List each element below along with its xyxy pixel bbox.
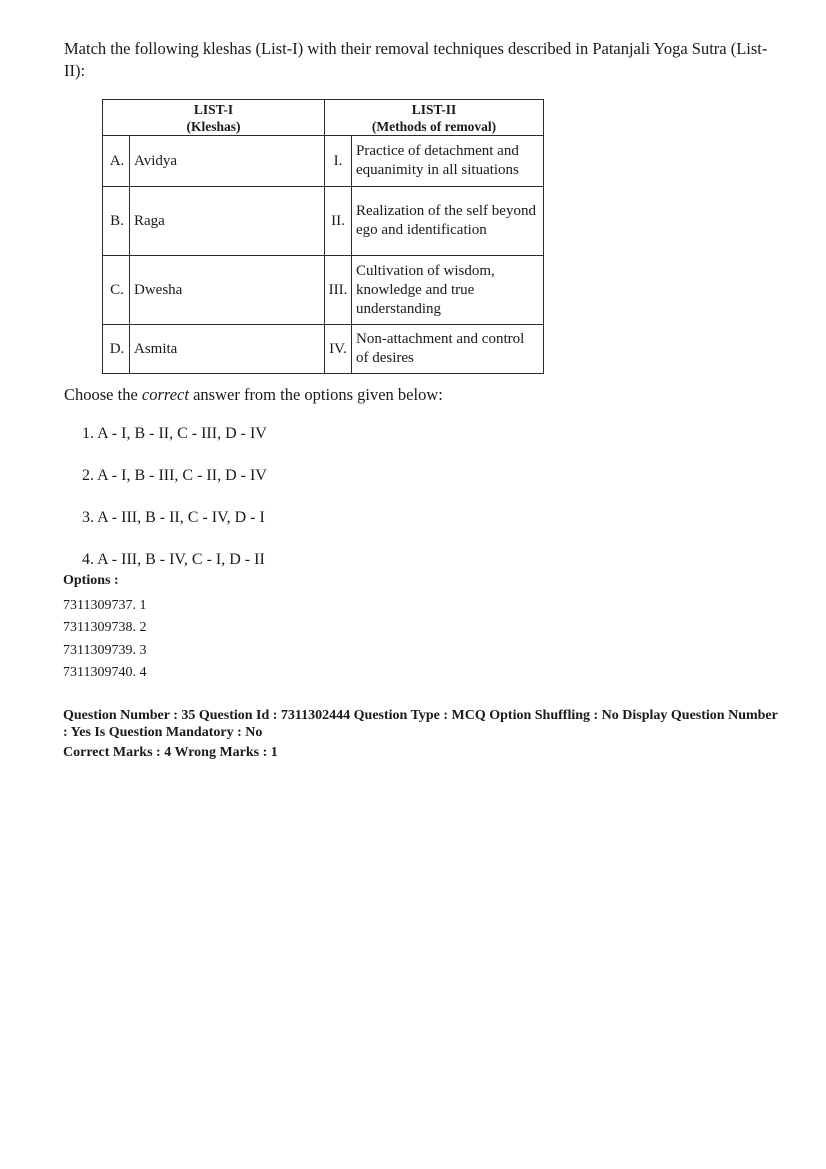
row-letter: C. (103, 256, 130, 325)
answer-options (82, 423, 267, 591)
row-letter: B. (103, 187, 130, 256)
options-label: Options : (63, 573, 119, 588)
answer-option-2: 2. A - I, B - III, C - II, D - IV (82, 467, 267, 484)
row-letter: A. (103, 136, 130, 187)
option-id: 7311309738. 2 (63, 620, 147, 636)
choose-before: Choose the (64, 385, 142, 404)
table-header-row (103, 100, 544, 136)
choose-emphasis: correct (141, 385, 189, 404)
row-roman: I. (325, 136, 352, 187)
question-meta: Question Number : 35 Question Id : 7311302444 Question Type : MCQ Option Shuffling : No Display Question Number : Yes Is Question Mandatory : No (63, 708, 778, 740)
table-row (103, 187, 544, 256)
list2-title: LIST-II (411, 101, 457, 117)
answer-option-3: 3. A - III, B - II, C - IV, D - I (82, 509, 265, 526)
list1-subtitle: (Kleshas) (186, 118, 241, 134)
list2-header (325, 100, 544, 136)
option-id: 7311309737. 1 (63, 598, 147, 613)
klesha-name: Dwesha (130, 256, 325, 325)
choose-instruction (64, 384, 443, 406)
method-text: Realization of the self beyond ego and identification (352, 187, 544, 256)
method-text: Practice of detachment and equanimity in all situations (352, 136, 544, 187)
answer-option-4: 4. A - III, B - IV, C - I, D - II (82, 551, 265, 568)
option-ids (63, 595, 146, 684)
klesha-name: Asmita (130, 325, 325, 374)
row-roman: III. (325, 256, 352, 325)
question-text: Match the following kleshas (List-I) with their removal techniques described in Patanjali Yoga Sutra (List-II): (64, 39, 768, 80)
table-row (103, 325, 544, 374)
row-roman: IV. (325, 325, 352, 374)
list1-title: LIST-I (193, 101, 234, 117)
table-row (103, 256, 544, 325)
option-id: 7311309740. 4 (63, 664, 147, 680)
row-roman: II. (325, 187, 352, 256)
list1-header (103, 100, 325, 136)
option-id: 7311309739. 3 (63, 642, 147, 658)
row-letter: D. (103, 325, 130, 374)
answer-option-1: 1. A - I, B - II, C - III, D - IV (82, 425, 267, 442)
list2-subtitle: (Methods of removal) (371, 118, 497, 134)
klesha-name: Avidya (130, 136, 325, 187)
choose-after: answer from the options given below: (188, 385, 443, 404)
klesha-name: Raga (130, 187, 325, 256)
marks-info: Correct Marks : 4 Wrong Marks : 1 (63, 745, 278, 760)
method-text: Cultivation of wisdom, knowledge and true understanding (352, 256, 544, 325)
method-text: Non-attachment and control of desires (352, 325, 544, 374)
match-table (102, 99, 544, 374)
table-row (103, 136, 544, 187)
